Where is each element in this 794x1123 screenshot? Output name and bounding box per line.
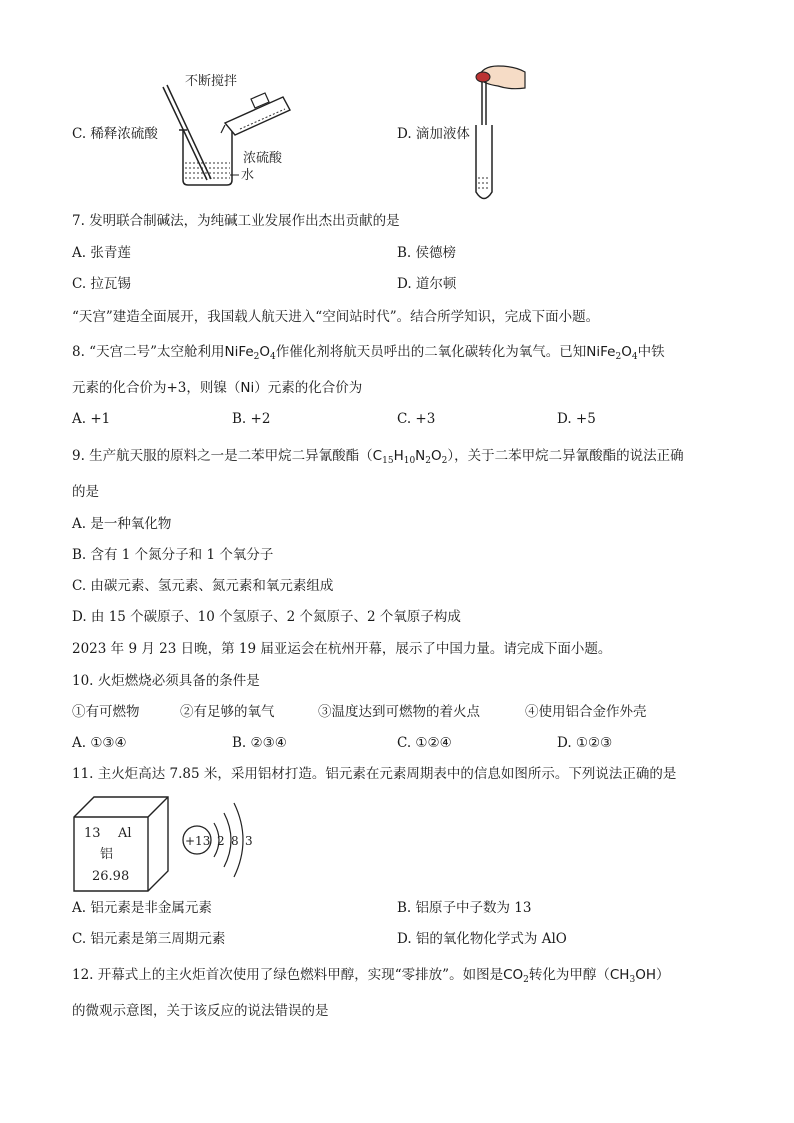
shell-1-electrons: 2 xyxy=(217,834,225,848)
aluminum-element-card xyxy=(72,795,172,895)
q8-option-d: D. +5 xyxy=(557,411,596,427)
q9-stem-line2: 的是 xyxy=(72,484,99,500)
atomic-mass: 26.98 xyxy=(92,869,130,884)
nucleus-charge: +13 xyxy=(185,834,211,848)
shell-2-electrons: 8 xyxy=(231,834,239,848)
q10-condition-4: ④使用铝合金作外壳 xyxy=(525,704,647,720)
q11-option-a: A. 铝元素是非金属元素 xyxy=(72,900,212,916)
atomic-number: 13 xyxy=(84,826,101,841)
dropper-figure xyxy=(470,60,540,205)
q6-option-d: D. 滴加液体 xyxy=(397,126,470,142)
q7-stem: 7. 发明联合制碱法，为纯碱工业发展作出杰出贡献的是 xyxy=(72,213,400,229)
q10-condition-1: ①有可燃物 xyxy=(72,704,140,720)
q9-option-d: D. 由 15 个碳原子、10 个氢原子、2 个氮原子、2 个氧原子构成 xyxy=(72,609,461,625)
aluminum-atom-structure xyxy=(180,793,270,888)
q8-option-b: B. +2 xyxy=(232,411,271,427)
q8-option-c: C. +3 xyxy=(397,411,436,427)
q11-option-d: D. 铝的氧化物化学式为 AlO xyxy=(397,931,567,947)
acid-label: 浓硫酸 xyxy=(243,151,283,166)
q9-option-b: B. 含有 1 个氮分子和 1 个氧分子 xyxy=(72,547,274,563)
q11-stem: 11. 主火炬高达 7.85 米，采用铝材打造。铝元素在元素周期表中的信息如图所示。下列说法正确的是 xyxy=(72,766,677,782)
q7-option-c: C. 拉瓦锡 xyxy=(72,276,131,292)
q10-option-c: C. ①②④ xyxy=(397,735,452,751)
q10-option-b: B. ②③④ xyxy=(232,735,287,751)
water-label: 水 xyxy=(241,168,255,183)
dilute-acid-figure xyxy=(155,75,305,190)
q7-option-d: D. 道尔顿 xyxy=(397,276,457,292)
q11-option-b: B. 铝原子中子数为 13 xyxy=(397,900,532,916)
q9-stem-line1: 9. 生产航天服的原料之一是二苯甲烷二异氰酸酯$(C_{15}H_{10}N_2O_2)$，关于二苯甲烷二异氰酸酯的说法正确 xyxy=(72,448,684,466)
q7-option-a: A. 张青莲 xyxy=(72,245,131,261)
q8-stem-line2: 元素的化合价为+3，则镍（Ni）元素的化合价为 xyxy=(72,380,363,396)
intro-tiangong: “天宫”建造全面展开，我国载人航天进入“空间站时代”。结合所学知识，完成下面小题。 xyxy=(72,309,600,325)
q10-condition-3: ③温度达到可燃物的着火点 xyxy=(318,704,480,720)
q10-condition-2: ②有足够的氧气 xyxy=(180,704,275,720)
q7-option-b: B. 侯德榜 xyxy=(397,245,457,261)
element-symbol: Al xyxy=(118,826,132,841)
q10-option-a: A. ①③④ xyxy=(72,735,127,751)
q11-option-c: C. 铝元素是第三周期元素 xyxy=(72,931,226,947)
q12-stem-line2: 的微观示意图，关于该反应的说法错误的是 xyxy=(72,1003,329,1019)
stir-label: 不断搅拌 xyxy=(185,74,238,89)
q9-option-a: A. 是一种氧化物 xyxy=(72,516,172,532)
q9-option-c: C. 由碳元素、氢元素、氮元素和氧元素组成 xyxy=(72,578,334,594)
q10-option-d: D. ①②③ xyxy=(557,735,613,751)
shell-3-electrons: 3 xyxy=(245,834,253,848)
q6-option-c: C. 稀释浓硫酸 xyxy=(72,126,158,142)
q10-stem: 10. 火炬燃烧必须具备的条件是 xyxy=(72,673,260,689)
element-name: 铝 xyxy=(100,847,114,862)
intro-asian-games: 2023 年 9 月 23 日晚，第 19 届亚运会在杭州开幕，展示了中国力量。请完成下面小题。 xyxy=(72,641,612,657)
q12-stem-line1: 12. 开幕式上的主火炬首次使用了绿色燃料甲醇，实现“零排放”。如图是$CO_2$转化为甲醇$(CH_3OH)$ xyxy=(72,967,670,985)
q8-stem-line1: 8. “天宫二号”太空舱利用$NiFe_2O_4$作催化剂将航天员呼出的二氧化碳转化为氧气。已知$NiFe_2O_4$中铁 xyxy=(72,344,665,362)
q8-option-a: A. +1 xyxy=(72,411,111,427)
